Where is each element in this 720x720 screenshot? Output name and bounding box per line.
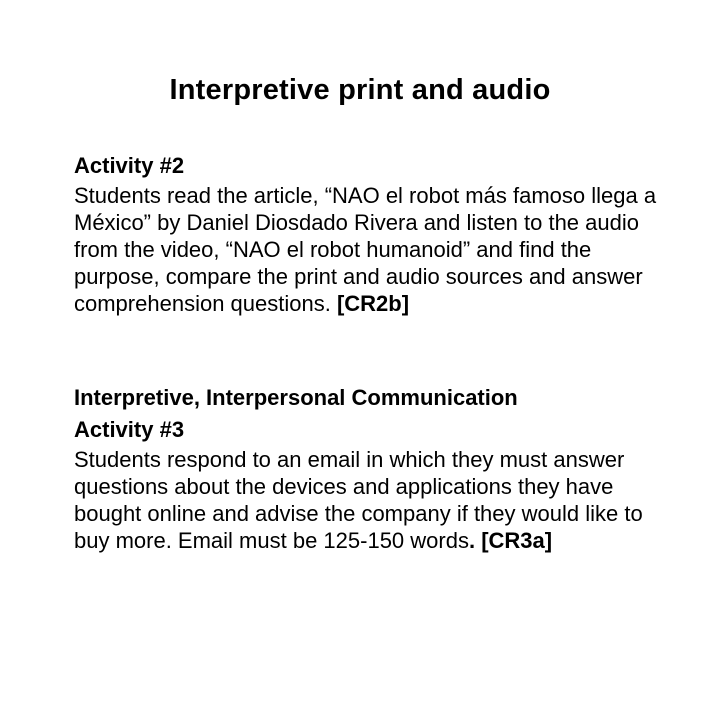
activity-2-body: Students read the article, “NAO el robot más famoso llega a México” by Daniel Diosdado Rivera and listen to the audio from the video, “NAO el robot humanoid” and find the purpose, compare the print and audio sources and answer comprehension questions. — [74, 183, 657, 316]
activity-3-standard-tag: . [CR3a] — [468, 528, 553, 553]
activity-2-section — [74, 150, 674, 317]
activity-3-section — [74, 382, 674, 554]
document-title: Interpretive print and audio — [169, 74, 551, 106]
activity-2-standard-tag: [CR2b] — [336, 291, 410, 316]
activity-3-description — [74, 446, 674, 554]
activity-2-heading: Activity #2 — [74, 153, 185, 178]
activity-3-heading: Activity #3 — [74, 417, 185, 442]
activity-3-body: Students respond to an email in which they must answer questions about the devices and applications they have bought online and advise the company if they would like to buy more. Email must be 125-150 words — [74, 447, 643, 553]
activity-2-description — [74, 182, 674, 317]
communication-mode-heading: Interpretive, Interpersonal Communication — [74, 385, 518, 410]
